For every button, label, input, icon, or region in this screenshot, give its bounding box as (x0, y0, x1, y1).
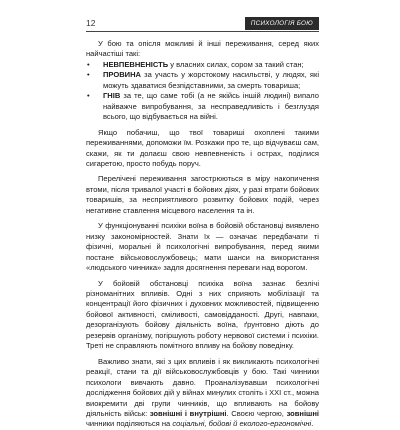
list-item-term: ПРОВИНА (103, 70, 142, 80)
list-item (86, 70, 319, 91)
paragraph-factors (86, 357, 319, 430)
running-title: ПСИХОЛОГІЯ БОЮ (245, 17, 319, 30)
experiences-list (86, 60, 319, 123)
factors-bold-groups: зовнішні і внутрішні (149, 408, 227, 418)
paragraph-influences: У бойовій обстановці психіка воїна зазнає безлічі різноманітних впливів. Одні з них сприяють мобілізації та концентрації його фізичних і духовних можливостей, підвищенню бойової активності, сміливості, самовідданості. Другі, навпаки, дезорганізують бойову діяльність воїна, ґрунтовно діють до резервів організму, погіршують роботу нервової системи і психіки. Треті не справляють помітного впливу на бойову поведінку. (86, 278, 319, 351)
page-body (86, 39, 319, 430)
factors-bold-external: зовнішні (286, 408, 319, 418)
factors-mid2: чинники поділяються на (86, 419, 173, 429)
paragraph-support: Якщо побачиш, що твої товариші охоплені такими переживаннями, допоможи їм. Розкажи про те, що відчуваєш сам, скажи, як ти долаєш свою невпевненість і острах, поділися сигаретою, просто побудь поруч. (86, 127, 319, 168)
factors-mid: . Своєю чергою, (226, 408, 287, 418)
page-header (86, 17, 319, 32)
list-item-text: за участь у жорстокому насильстві, у людях, які можуть здаватися безпідставними, за смерть товариша; (103, 70, 319, 90)
factors-end: . (311, 419, 314, 429)
list-item-term: НЕВПЕВНЕНІСТЬ (103, 59, 169, 69)
list-item (86, 60, 319, 70)
factors-lead: Важливо знати, які з цих впливів і як викликають психологічні реакції, стани та дії військовослужбовців у бою. Такі чинники психологи вивчають давно. Проаналізувавши психологічні дослідження бойових дій у війнах минулих століть і XXI ст., можна виокремити дві групи чинників, що впливають на бойову діяльність військ: (86, 356, 319, 418)
paragraph-intro: У бою та опісля можливі й інші переживання, серед яких найчастіші такі: (86, 39, 319, 59)
list-item (86, 91, 319, 122)
factors-italic-types: соціальні, бойові й еколого-ергономічні (172, 419, 312, 429)
paragraph-regularities: У функціонуванні психіки воїна в бойовій обстановці виявлено низку закономірностей. Знати їх — означає передбачати ті фізичні, моральні й психологічні випробування, перед якими постане військовослужбовець; мати шанси на використання «людського чинника» задля досягнення переваги над ворогом. (86, 221, 319, 273)
list-item-text: у власних силах, сором за такий стан; (168, 59, 304, 69)
paragraph-aggravation: Перелічені переживання загострюються в міру накопичення втоми, після тривалої участі в бойових діях, у разі втрати бойових товаришів, за несприятливого розвитку бойових подій, через негативне ставлення місцевого населення та ін. (86, 174, 319, 215)
list-item-term: ГНІВ (103, 91, 121, 101)
list-item-text: за те, що саме тобі (а не якійсь іншій людині) випало найважче випробування, за несправедливість і безглуздя всього, що відбувається на війні. (103, 91, 319, 122)
page-number: 12 (86, 18, 96, 28)
